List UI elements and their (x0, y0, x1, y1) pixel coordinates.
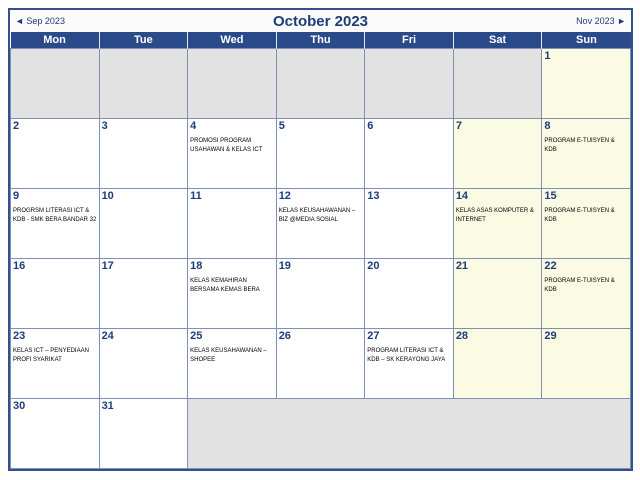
day-number: 1 (544, 50, 551, 62)
week-row-6 (11, 399, 631, 469)
day-cell-20 (365, 259, 454, 329)
day-number: 29 (544, 330, 557, 342)
event-label: PROGRAM E-TUISYEN & KDB (544, 208, 615, 223)
day-number: 20 (367, 260, 380, 272)
month-calendar (8, 8, 633, 471)
day-cell-6 (365, 119, 454, 189)
day-number: 18 (190, 260, 203, 272)
day-cell-2 (11, 119, 100, 189)
day-cell-27 (365, 329, 454, 399)
week-row-2 (11, 119, 631, 189)
day-number: 10 (101, 190, 114, 202)
day-cell-26 (276, 329, 365, 399)
day-cell-21 (453, 259, 542, 329)
day-number: 17 (101, 260, 114, 272)
calendar-title-bar (10, 10, 631, 32)
day-number: 31 (101, 400, 114, 412)
day-number: 6 (367, 120, 374, 132)
day-number: 4 (190, 120, 197, 132)
week-row-3 (11, 189, 631, 259)
day-number: 12 (278, 190, 291, 202)
weekday-header-thu: Thu (276, 32, 365, 49)
day-number: 8 (544, 120, 551, 132)
day-cell-18 (188, 259, 277, 329)
day-cell-24 (99, 329, 188, 399)
weekday-header-tue: Tue (99, 32, 188, 49)
day-cell-31 (99, 399, 188, 469)
calendar-grid-body (11, 49, 631, 469)
day-number: 28 (455, 330, 469, 342)
day-cell-11 (188, 189, 277, 259)
day-number: 25 (190, 330, 203, 342)
day-cell-4 (188, 119, 277, 189)
day-number: 24 (101, 330, 114, 342)
day-cell-12 (276, 189, 365, 259)
weekday-header-sun: Sun (542, 32, 631, 49)
event-label: KELAS KEMAHIRAN BERSAMA KEMAS BERA (190, 278, 260, 293)
day-number: 9 (13, 190, 20, 202)
day-number: 2 (13, 120, 20, 132)
day-number: 19 (278, 260, 291, 272)
day-cell-13 (365, 189, 454, 259)
day-number: 30 (13, 400, 26, 412)
day-number: 13 (367, 190, 380, 202)
event-label: PROGRAM E-TUISYEN & KDB (544, 278, 615, 293)
weekday-header-mon: Mon (11, 32, 100, 49)
day-number: 27 (367, 330, 380, 342)
day-number: 26 (278, 330, 291, 342)
day-cell-5 (276, 119, 365, 189)
day-cell-28 (453, 329, 542, 399)
day-number: 5 (278, 120, 285, 132)
day-cell-30 (11, 399, 100, 469)
weekday-header-row (11, 32, 631, 49)
next-month-link[interactable]: Nov 2023 ► (576, 16, 626, 26)
month-title: October 2023 (272, 12, 369, 30)
calendar-grid (10, 32, 631, 469)
out-of-month-cell (453, 49, 542, 119)
day-number: 22 (544, 260, 557, 272)
prev-month-link[interactable]: ◄ Sep 2023 (15, 16, 65, 26)
event-label: PROGRAM E-TUISYEN & KDB (544, 138, 615, 153)
event-label: PROMOSI PROGRAM USAHAWAN & KELAS ICT (190, 138, 263, 153)
out-of-month-cell (188, 49, 277, 119)
day-number: 14 (455, 190, 469, 202)
day-cell-15 (542, 189, 631, 259)
day-cell-3 (99, 119, 188, 189)
out-of-month-cell (11, 49, 100, 119)
weekday-header-sat: Sat (453, 32, 542, 49)
day-cell-10 (99, 189, 188, 259)
week-row-1 (11, 49, 631, 119)
day-cell-8 (542, 119, 631, 189)
event-label: KELAS ASAS KOMPUTER & INTERNET (455, 208, 534, 223)
day-cell-19 (276, 259, 365, 329)
event-label: KELAS KEUSAHAWANAN – BIZ @MEDIA SOSIAL (278, 208, 356, 223)
event-label: KELAS KEUSAHAWANAN – SHOPEE (190, 348, 267, 363)
event-label: PROGRAM LITERASI ICT & KDB – SK KERAYONG JAYA (367, 348, 446, 363)
event-label: KELAS ICT – PENYEDIAAN PROFI SYARIKAT (13, 348, 89, 363)
day-number: 3 (101, 120, 108, 132)
day-number: 11 (190, 190, 202, 202)
day-cell-9 (11, 189, 100, 259)
day-cell-29 (542, 329, 631, 399)
week-row-5 (11, 329, 631, 399)
out-of-month-cell (188, 399, 631, 469)
event-label: PROGRSM LITERASI ICT & KDB - SMK BERA BANDAR 32 (13, 208, 97, 223)
out-of-month-cell (276, 49, 365, 119)
day-cell-23 (11, 329, 100, 399)
day-cell-7 (453, 119, 542, 189)
day-cell-22 (542, 259, 631, 329)
day-cell-25 (188, 329, 277, 399)
day-cell-14 (453, 189, 542, 259)
day-cell-16 (11, 259, 100, 329)
out-of-month-cell (365, 49, 454, 119)
week-row-4 (11, 259, 631, 329)
out-of-month-cell (99, 49, 188, 119)
weekday-header-wed: Wed (188, 32, 277, 49)
day-cell-1 (542, 49, 631, 119)
day-number: 23 (13, 330, 26, 342)
weekday-header-fri: Fri (365, 32, 454, 49)
day-number: 16 (13, 260, 26, 272)
day-number: 7 (455, 120, 462, 132)
day-number: 21 (455, 260, 469, 272)
day-number: 15 (544, 190, 557, 202)
day-cell-17 (99, 259, 188, 329)
